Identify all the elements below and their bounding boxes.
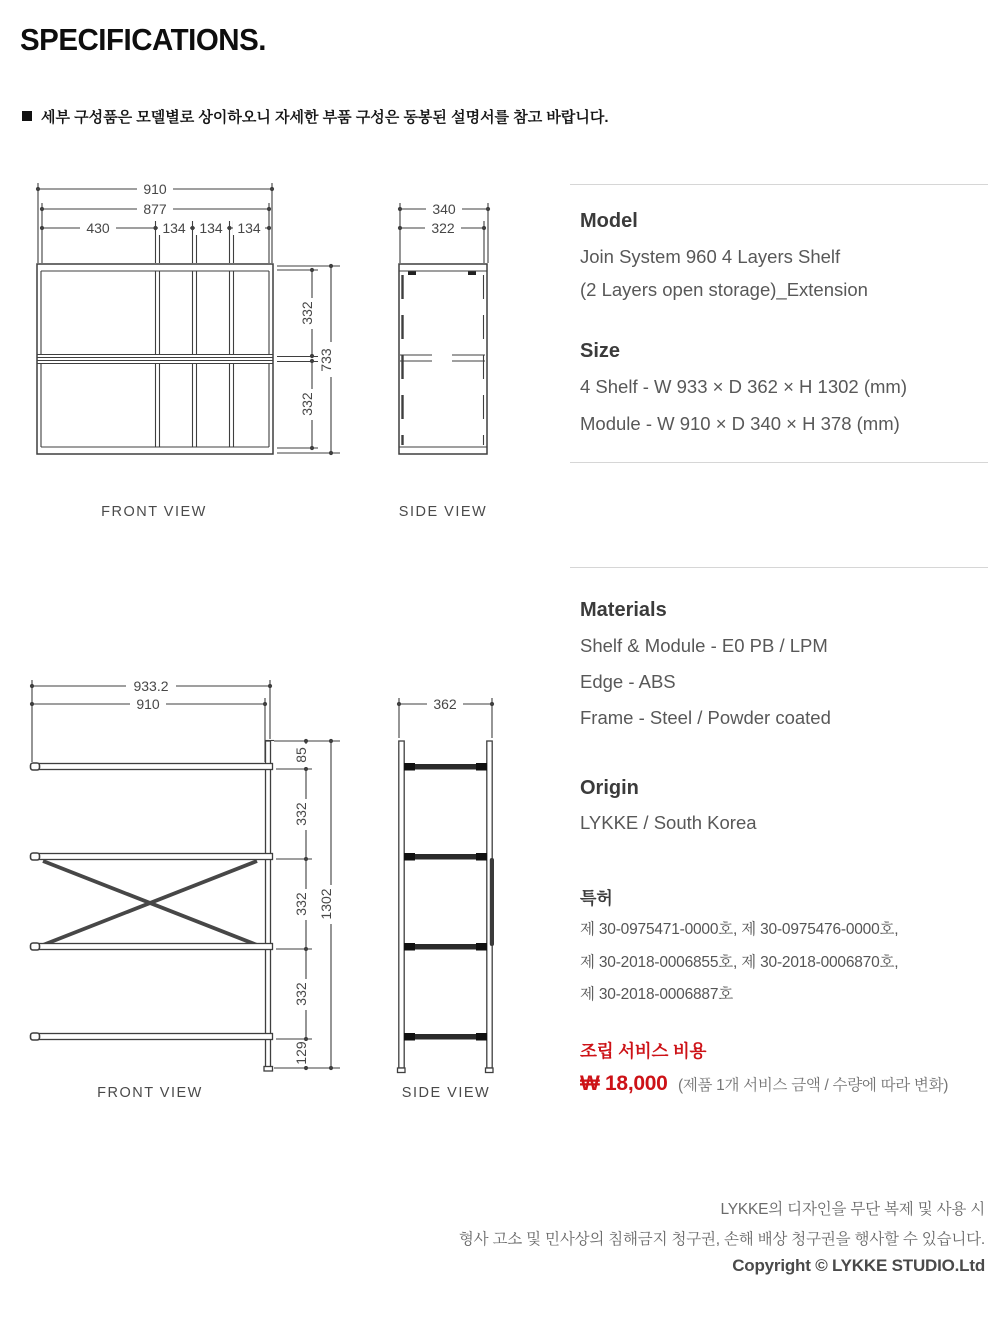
materials-line: Frame - Steel / Powder coated — [580, 707, 831, 728]
shelf-front-view-label: FRONT VIEW — [97, 1085, 203, 1101]
size-line: 4 Shelf - W 933 × D 362 × H 1302 (mm) — [580, 376, 907, 397]
dim-label: 332 — [293, 892, 309, 916]
dim-label: 340 — [432, 201, 456, 217]
footer-line-2: 형사 고소 및 민사상의 침해금지 청구권, 손해 배상 청구권을 행사할 수 있습니다. — [458, 1231, 985, 1248]
dim-label: 362 — [433, 696, 457, 712]
module-side-view-label: SIDE VIEW — [398, 504, 488, 520]
dim-label: 933.2 — [133, 678, 169, 694]
module-front-view-label: FRONT VIEW — [101, 504, 207, 520]
dim-label: 85 — [293, 747, 309, 763]
dim-label: 134 — [199, 220, 223, 236]
technical-drawings — [0, 0, 560, 1130]
dim-label: 134 — [162, 220, 186, 236]
dim-label: 332 — [299, 392, 315, 416]
dim-label: 1302 — [318, 888, 334, 920]
origin-line: LYKKE / South Korea — [580, 812, 757, 833]
dim-label: 332 — [299, 301, 315, 325]
assembly-price: ₩ 18,000 — [580, 1072, 668, 1095]
shelf-front-view-drawing — [30, 678, 340, 1101]
divider-top — [570, 184, 988, 185]
assembly-cost-heading: 조립 서비스 비용 — [580, 1041, 707, 1061]
dim-label: 910 — [136, 696, 160, 712]
page-title: SPECIFICATIONS. — [20, 22, 266, 57]
patent-line: 제 30-0975471-0000호, 제 30-0975476-0000호, — [580, 921, 899, 938]
footer-line-1: LYKKE의 디자인을 무단 복제 및 사용 시 — [720, 1201, 985, 1218]
dim-label: 332 — [293, 982, 309, 1006]
patent-line: 제 30-2018-0006887호 — [580, 986, 734, 1003]
model-line: Join System 960 4 Layers Shelf — [580, 246, 841, 267]
shelf-side-view-label: SIDE VIEW — [401, 1085, 491, 1101]
dim-label: 322 — [431, 220, 455, 236]
origin-heading: Origin — [580, 777, 639, 799]
dim-label: 430 — [86, 220, 110, 236]
model-line: (2 Layers open storage)_Extension — [580, 279, 868, 300]
patent-heading: 특허 — [580, 889, 613, 908]
assembly-price-note: (제품 1개 서비스 금액 / 수량에 따라 변화) — [677, 1077, 949, 1094]
footer-copyright: Copyright © LYKKE STUDIO.Ltd — [732, 1256, 985, 1275]
materials-line: Shelf & Module - E0 PB / LPM — [580, 635, 828, 656]
dim-label: 129 — [293, 1041, 309, 1065]
patent-line: 제 30-2018-0006855호, 제 30-2018-0006870호, — [580, 954, 899, 971]
module-side-view-drawing — [398, 201, 490, 520]
shelf-side-view-drawing — [397, 696, 494, 1101]
dim-label: 733 — [318, 348, 334, 372]
dim-label: 134 — [237, 220, 261, 236]
dim-label: 910 — [143, 181, 167, 197]
dim-label: 332 — [293, 802, 309, 826]
size-line: Module - W 910 × D 340 × H 378 (mm) — [580, 413, 900, 434]
divider-mid1 — [570, 462, 988, 463]
model-heading: Model — [580, 210, 638, 232]
size-heading: Size — [580, 340, 621, 362]
divider-mid2 — [570, 567, 988, 568]
dim-label: 877 — [143, 201, 167, 217]
side-bracket — [490, 858, 494, 946]
materials-heading: Materials — [580, 599, 667, 621]
materials-line: Edge - ABS — [580, 671, 676, 692]
notice-text: 세부 구성품은 모델별로 상이하오니 자세한 부품 구성은 동봉된 설명서를 참고 바랍니다. — [41, 109, 609, 126]
module-front-view-drawing — [36, 181, 340, 520]
assembly-price-row — [580, 1072, 948, 1096]
